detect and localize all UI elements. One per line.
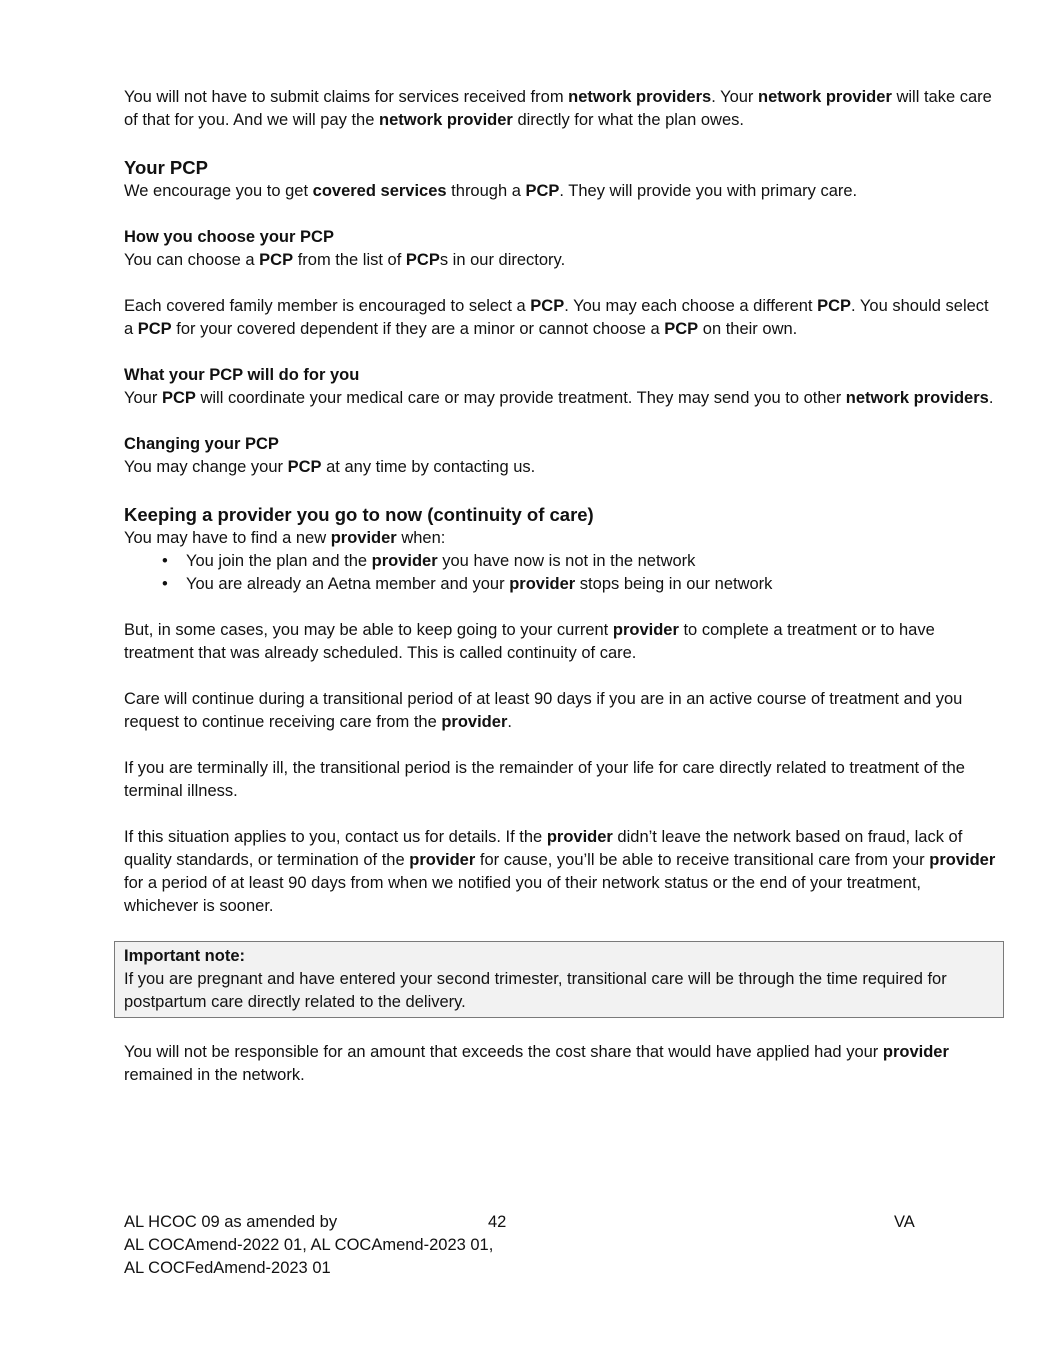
continuity-paragraph-2: Care will continue during a transitional period of at least 90 days if you are in an active course of treatment and you request to continue receiving care from the provider. — [124, 690, 963, 731]
choose-pcp-heading: How you choose your PCP — [124, 228, 334, 246]
important-note-text: If you are pregnant and have entered your second trimester, transitional care will be through the time required for postpartum care directly related to the delivery. — [124, 970, 947, 1011]
choose-pcp-paragraph: You can choose a PCP from the list of PCPs in our directory. — [124, 251, 566, 269]
list-item: • You are already an Aetna member and your provider stops being in our network — [186, 573, 999, 596]
continuity-intro: You may have to find a new provider when: — [124, 529, 446, 547]
continuity-heading: Keeping a provider you go to now (continuity of care) — [124, 504, 594, 525]
cost-share-paragraph: You will not be responsible for an amount that exceeds the cost share that would have applied had your provider remained in the network. — [124, 1043, 949, 1084]
family-pcp-paragraph: Each covered family member is encouraged to select a PCP. You may each choose a different PCP. You should select a PCP for your covered dependent if they are a minor or cannot choose a PCP on their own. — [124, 297, 989, 338]
your-pcp-heading: Your PCP — [124, 157, 208, 178]
important-note-box — [114, 941, 1004, 1018]
continuity-bullet-list — [124, 550, 999, 596]
intro-paragraph: You will not have to submit claims for services received from network providers. Your network provider will take care of that for you. And we will pay the network provider directly for what the plan owes. — [124, 88, 992, 129]
footer-document-id — [124, 1211, 544, 1280]
footer-line: AL HCOC 09 as amended by — [124, 1213, 338, 1231]
pcp-intro-paragraph: We encourage you to get covered services through a PCP. They will provide you with primary care. — [124, 182, 858, 200]
important-note-title: Important note: — [124, 947, 245, 965]
footer-line: AL COCFedAmend-2023 01 — [124, 1259, 331, 1277]
continuity-paragraph-1: But, in some cases, you may be able to keep going to your current provider to complete a treatment or to have treatment that was already scheduled. This is called continuity of care. — [124, 621, 935, 662]
terminal-illness-paragraph: If you are terminally ill, the transitional period is the remainder of your life for care directly related to treatment of the terminal illness. — [124, 759, 965, 800]
footer-line: AL COCAmend-2022 01, AL COCAmend-2023 01, — [124, 1236, 494, 1254]
change-pcp-paragraph: You may change your PCP at any time by contacting us. — [124, 458, 536, 476]
footer-state: VA — [894, 1213, 915, 1231]
pcp-role-paragraph: Your PCP will coordinate your medical care or may provide treatment. They may send you to other network providers. — [124, 389, 994, 407]
list-item: • You join the plan and the provider you have now is not in the network — [186, 550, 999, 573]
pcp-role-heading: What your PCP will do for you — [124, 366, 360, 384]
change-pcp-heading: Changing your PCP — [124, 435, 279, 453]
continuity-paragraph-4: If this situation applies to you, contact us for details. If the provider didn’t leave the network based on fraud, lack of quality standards, or termination of the provider for cause, you’ll be able to receive transitional care from your provider for a period of at least 90 days from when we notified you of their network status or the end of your treatment, whichever is sooner. — [124, 828, 996, 915]
page-number: 42 — [488, 1213, 507, 1231]
document-page — [124, 86, 999, 1110]
